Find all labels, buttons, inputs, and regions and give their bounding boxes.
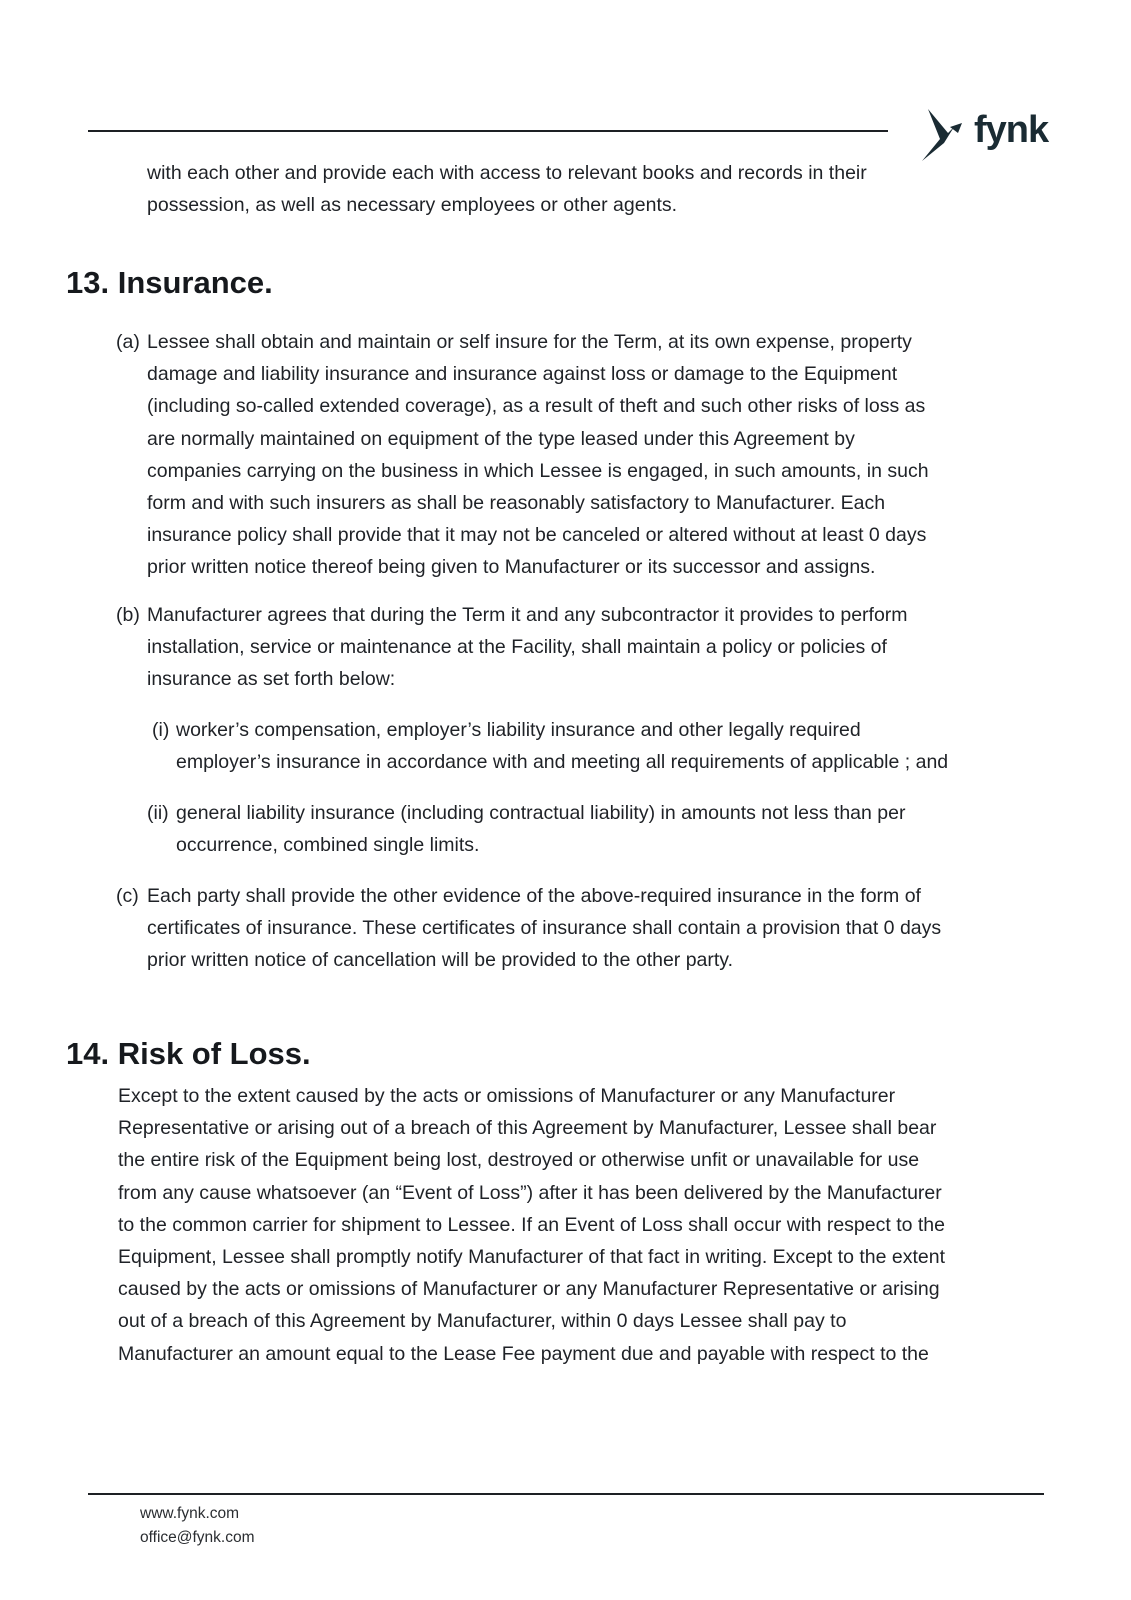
text-line: installation, service or maintenance at the Facility, shall maintain a policy or policies of (147, 636, 887, 659)
section-14-heading: 14. Risk of Loss. (66, 1036, 311, 1071)
text-line: companies carrying on the business in which Lessee is engaged, in such amounts, in such (147, 459, 929, 482)
text-line: to the common carrier for shipment to Lessee. If an Event of Loss shall occur with respect to the (118, 1213, 945, 1236)
section-14-paragraph (118, 1080, 1038, 1370)
bird-logo-icon (918, 103, 968, 163)
text-line: Representative or arising out of a breach of this Agreement by Manufacturer, Lessee shall bear (118, 1117, 937, 1140)
clause-marker: (ii) (147, 802, 169, 824)
text-line: out of a breach of this Agreement by Manufacturer, within 0 days Lessee shall pay to (118, 1310, 847, 1333)
clause-marker: (i) (152, 719, 170, 741)
text-line: with each other and provide each with access to relevant books and records in their (147, 162, 867, 184)
text-line: Manufacturer agrees that during the Term it and any subcontractor it provides to perform (147, 604, 908, 626)
text-line: insurance as set forth below: (147, 668, 396, 691)
text-line: general liability insurance (including contractual liability) in amounts not less than per (176, 802, 906, 824)
text-line: employer’s insurance in accordance with and meeting all requirements of applicable ; and (176, 751, 949, 774)
text-line: prior written notice thereof being given to Manufacturer or its successor and assigns. (147, 556, 876, 579)
footer-email-link[interactable]: office@fynk.com (140, 1529, 255, 1546)
text-line: caused by the acts or omissions of Manufacturer or any Manufacturer Representative or arising (118, 1278, 940, 1301)
section-13-heading: 13. Insurance. (66, 265, 273, 300)
text-line: (including so-called extended coverage), as a result of theft and such other risks of loss as (147, 395, 926, 418)
clause-marker: (c) (116, 885, 139, 907)
text-line: possession, as well as necessary employees or other agents. (147, 194, 678, 217)
clause-marker: (b) (116, 604, 140, 626)
text-line: occurrence, combined single limits. (176, 834, 480, 857)
clause-marker: (a) (116, 331, 140, 353)
text-line: insurance policy shall provide that it may not be canceled or altered without at least 0 days (147, 524, 927, 547)
text-line: Each party shall provide the other evidence of the above-required insurance in the form of (147, 885, 921, 907)
text-line: damage and liability insurance and insurance against loss or damage to the Equipment (147, 363, 898, 386)
text-line: certificates of insurance. These certificates of insurance shall contain a provision that 0 days (147, 917, 942, 940)
header-rule (88, 130, 888, 132)
text-line: from any cause whatsoever (an “Event of Loss”) after it has been delivered by the Manufacturer (118, 1181, 942, 1204)
text-line: Lessee shall obtain and maintain or self insure for the Term, at its own expense, property (147, 331, 912, 353)
text-line: prior written notice of cancellation will be provided to the other party. (147, 949, 734, 972)
text-line: Manufacturer an amount equal to the Lease Fee payment due and payable with respect to the (118, 1342, 929, 1365)
text-line: Except to the extent caused by the acts or omissions of Manufacturer or any Manufacturer (118, 1085, 896, 1107)
footer-rule (88, 1493, 1044, 1495)
intro-paragraph (147, 157, 867, 221)
text-line: form and with such insurers as shall be reasonably satisfactory to Manufacturer. Each (147, 492, 886, 515)
logo-text: fynk (974, 109, 1049, 151)
fynk-logo (918, 103, 1048, 163)
footer-website-link[interactable]: www.fynk.com (140, 1505, 240, 1522)
text-line: Equipment, Lessee shall promptly notify Manufacturer of that fact in writing. Except to the extent (118, 1246, 946, 1269)
text-line: are normally maintained on equipment of the type leased under this Agreement by (147, 427, 855, 450)
text-line: the entire risk of the Equipment being lost, destroyed or otherwise unfit or unavailable for use (118, 1149, 920, 1172)
text-line: worker’s compensation, employer’s liability insurance and other legally required (176, 719, 861, 741)
